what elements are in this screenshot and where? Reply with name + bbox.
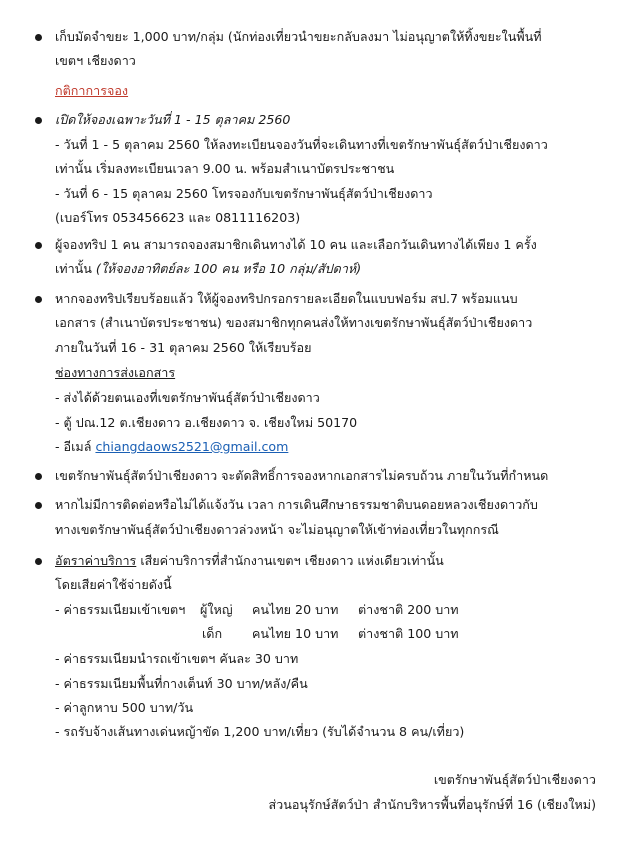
- group-size-line-1: ผู้จองทริป 1 คน สามารถจองสมาชิกเดินทางได้ 10 คน และเลือกวันเดินทางได้เพียง 1 ครั้ง: [55, 237, 537, 252]
- no-contact-line-2: ทางเขตรักษาพันธุ์สัตว์ป่าเชียงดาวล่วงหน้า จะไม่อนุญาตให้เข้าท่องเที่ยวในทุกกรณี: [55, 522, 499, 537]
- group-size-quota: (ให้จองอาทิตย์ละ 100 คน หรือ 10 กลุ่ม/สัปดาห์): [95, 261, 362, 276]
- booking-period-line-4: - วันที่ 6 - 15 ตุลาคม 2560 โทรจองกับเขตรักษาพันธุ์สัตว์ป่าเชียงดาว: [55, 186, 433, 201]
- bullet-documents: [35, 296, 42, 303]
- group-size-line-2: [55, 260, 361, 278]
- fees-line-2: โดยเสียค่าใช้จ่ายดังนี้: [55, 577, 172, 592]
- disqualify-line: เขตรักษาพันธุ์สัตว์ป่าเชียงดาว จะตัดสิทธิ์การจองหากเอกสารไม่ครบถ้วน ภายในวันที่กำหนด: [55, 468, 549, 483]
- fee-child-label: เด็ก: [202, 626, 223, 641]
- send-channel-email: [55, 438, 288, 456]
- bullet-disqualify: [35, 473, 42, 480]
- bullet-group-size: [35, 242, 42, 249]
- send-channel-in-person: - ส่งได้ด้วยตนเองที่เขตรักษาพันธุ์สัตว์ป่าเชียงดาว: [55, 390, 320, 405]
- signature-office: ส่วนอนุรักษ์สัตว์ป่า สำนักบริหารพื้นที่อนุรักษ์ที่ 16 (เชียงใหม่): [268, 797, 596, 812]
- booking-period-line-2: - วันที่ 1 - 5 ตุลาคม 2560 ให้ลงทะเบียนจองวันที่จะเดินทางที่เขตรักษาพันธุ์สัตว์ป่าเชียงดาว: [55, 137, 548, 152]
- fee-adult-thai: คนไทย 20 บาท: [252, 602, 339, 617]
- fee-child-thai: คนไทย 10 บาท: [252, 626, 339, 641]
- booking-period-line-3: เท่านั้น เริ่มลงทะเบียนเวลา 9.00 น. พร้อมสำเนาบัตรประชาชน: [55, 161, 395, 176]
- fees-location: เสียค่าบริการที่สำนักงานเขตฯ เชียงดาว แห่งเดียวเท่านั้น: [140, 553, 444, 568]
- email-label: - อีเมล์: [55, 439, 92, 454]
- bullet-no-contact: [35, 502, 42, 509]
- bullet-fees: [35, 558, 42, 565]
- signature-sanctuary: เขตรักษาพันธุ์สัตว์ป่าเชียงดาว: [433, 772, 596, 787]
- fee-entry-label: - ค่าธรรมเนียมเข้าเขตฯ: [55, 602, 186, 617]
- send-channels-heading: ช่องทางการส่งเอกสาร: [55, 365, 176, 380]
- bullet-booking-period: [35, 117, 42, 124]
- fee-car: - ค่าธรรมเนียมนำรถเข้าเขตฯ คันละ 30 บาท: [55, 651, 299, 666]
- documents-line-2: เอกสาร (สำเนาบัตรประชาชน) ของสมาชิกทุกคนส่งให้ทางเขตรักษาพันธุ์สัตว์ป่าเชียงดาว: [55, 315, 533, 330]
- no-contact-line-1: หากไม่มีการติดต่อหรือไม่ได้แจ้งวัน เวลา การเดินศึกษาธรรมชาติบนดอยหลวงเชียงดาวกับ: [55, 497, 538, 512]
- fee-child-foreign: ต่างชาติ 100 บาท: [358, 626, 459, 641]
- booking-rules-link[interactable]: กติกาการจอง: [55, 83, 129, 98]
- fee-truck: - รถรับจ้างเส้นทางเด่นหญ้าขัด 1,200 บาท/เที่ยว (รับได้จำนวน 8 คน/เที่ยว): [55, 724, 465, 739]
- fee-adult-foreign: ต่างชาติ 200 บาท: [358, 602, 459, 617]
- fee-porter: - ค่าลูกหาบ 500 บาท/วัน: [55, 700, 194, 715]
- bullet-deposit: [35, 34, 42, 41]
- fee-adult-label: ผู้ใหญ่: [200, 602, 233, 617]
- fees-heading: อัตราค่าบริการ: [55, 553, 137, 568]
- group-size-only: เท่านั้น: [55, 261, 92, 276]
- documents-line-3: ภายในวันที่ 16 - 31 ตุลาคม 2560 ให้เรียบร้อย: [55, 340, 312, 355]
- booking-period-heading: เปิดให้จองเฉพาะวันที่ 1 - 15 ตุลาคม 2560: [55, 112, 291, 127]
- fee-tent: - ค่าธรรมเนียมพื้นที่กางเต็นท์ 30 บาท/หลัง/คืน: [55, 676, 308, 691]
- send-channel-mail: - ตู้ ปณ.12 ต.เชียงดาว อ.เชียงดาว จ. เชียงใหม่ 50170: [55, 415, 358, 430]
- booking-phone-numbers: (เบอร์โทร 053456623 และ 0811116203): [55, 210, 301, 225]
- documents-line-1: หากจองทริปเรียบร้อยแล้ว ให้ผู้จองทริปกรอกรายละเอียดในแบบฟอร์ม สป.7 พร้อมแนบ: [55, 291, 518, 306]
- fees-line-1: [55, 552, 444, 570]
- deposit-line-1: เก็บมัดจำขยะ 1,000 บาท/กลุ่ม (นักท่องเที่ยวนำขยะกลับลงมา ไม่อนุญาตให้ทิ้งขยะในพื้นที่: [55, 29, 542, 44]
- deposit-line-2: เขตฯ เชียงดาว: [55, 53, 136, 68]
- email-link[interactable]: chiangdaows2521@gmail.com: [95, 439, 289, 454]
